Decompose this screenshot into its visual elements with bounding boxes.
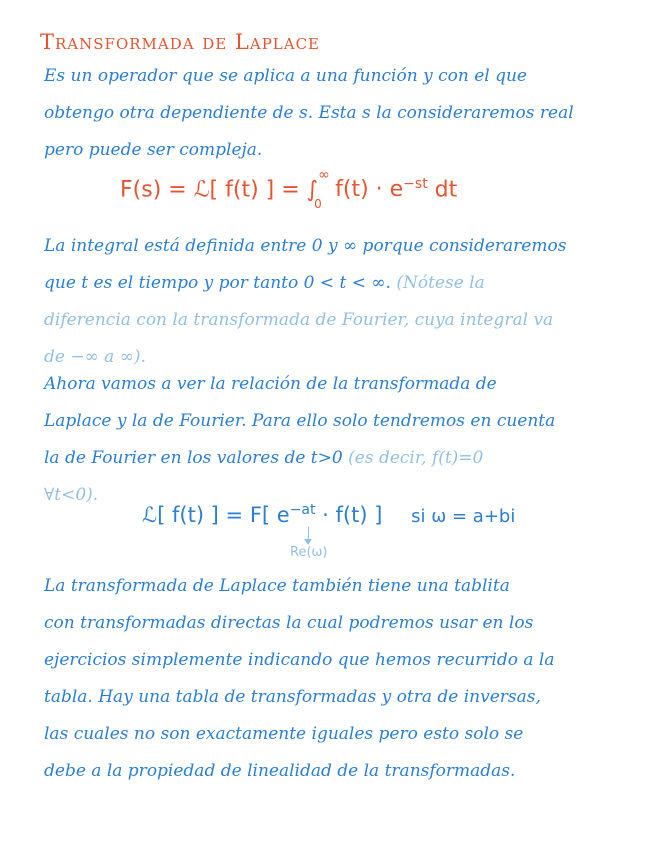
integral-upper-limit: ∞	[318, 167, 330, 184]
formula2-condition: si ω = a+bi	[411, 506, 516, 527]
formula2-annotation: Re(ω)	[290, 545, 328, 560]
formula2-exponent: −at	[289, 502, 316, 518]
table-line: las cuales no son exactamente iguales pero esto solo se	[44, 724, 524, 744]
intro-line: pero puede ser compleja.	[44, 140, 263, 160]
table-line: debe a la propiedad de linealidad de la transformadas.	[44, 761, 516, 781]
table-line: La transformada de Laplace también tiene una tablita	[44, 576, 510, 596]
relation-aside: (es decir, f(t)=0	[342, 448, 484, 468]
table-line: ejercicios simplemente indicando que hemos recurrido a la	[44, 650, 555, 670]
integral-aside-line: diferencia con la transformada de Fourier, cuya integral va	[44, 310, 554, 330]
relation-paragraph	[44, 366, 619, 514]
formula-integrand: f(t) · e	[328, 177, 404, 203]
relation-aside-line: ∀t<0).	[44, 485, 99, 505]
formula-tail: dt	[427, 177, 458, 203]
relation-line: Laplace y la de Fourier. Para ello solo tendremos en cuenta	[44, 411, 556, 431]
formula2-lhs: ℒ[ f(t) ] = F[ e	[142, 503, 290, 527]
intro-paragraph	[44, 58, 619, 169]
intro-line: Es un operador que se aplica a una función y con el que	[44, 66, 527, 86]
formula-lhs: F(s) = ℒ[ f(t) ] = ∫	[120, 177, 319, 203]
laplace-fourier-formula	[142, 502, 515, 527]
table-paragraph	[44, 568, 619, 790]
integral-paragraph	[44, 228, 619, 376]
page-title: Transformada de Laplace	[40, 30, 321, 54]
table-line: tabla. Hay una tabla de transformadas y otra de inversas,	[44, 687, 541, 707]
formula2-body: · f(t) ]	[315, 503, 383, 527]
integral-aside: (Nótese la	[390, 273, 485, 293]
relation-line: Ahora vamos a ver la relación de la transformada de	[44, 374, 497, 394]
relation-line: la de Fourier en los valores de t>0	[44, 448, 343, 468]
integral-lower-limit: 0	[314, 197, 322, 212]
integral-line: que t es el tiempo y por tanto 0 < t < ∞.	[44, 273, 391, 293]
laplace-definition-formula	[120, 167, 458, 212]
intro-line: obtengo otra dependiente de s. Esta s la consideraremos real	[44, 103, 574, 123]
table-line: con transformadas directas la cual podremos usar en los	[44, 613, 534, 633]
integral-line: La integral está definida entre 0 y ∞ porque consideraremos	[44, 236, 567, 256]
integral-aside-line: de −∞ a ∞).	[44, 347, 146, 367]
formula-exponent: −st	[403, 176, 428, 192]
